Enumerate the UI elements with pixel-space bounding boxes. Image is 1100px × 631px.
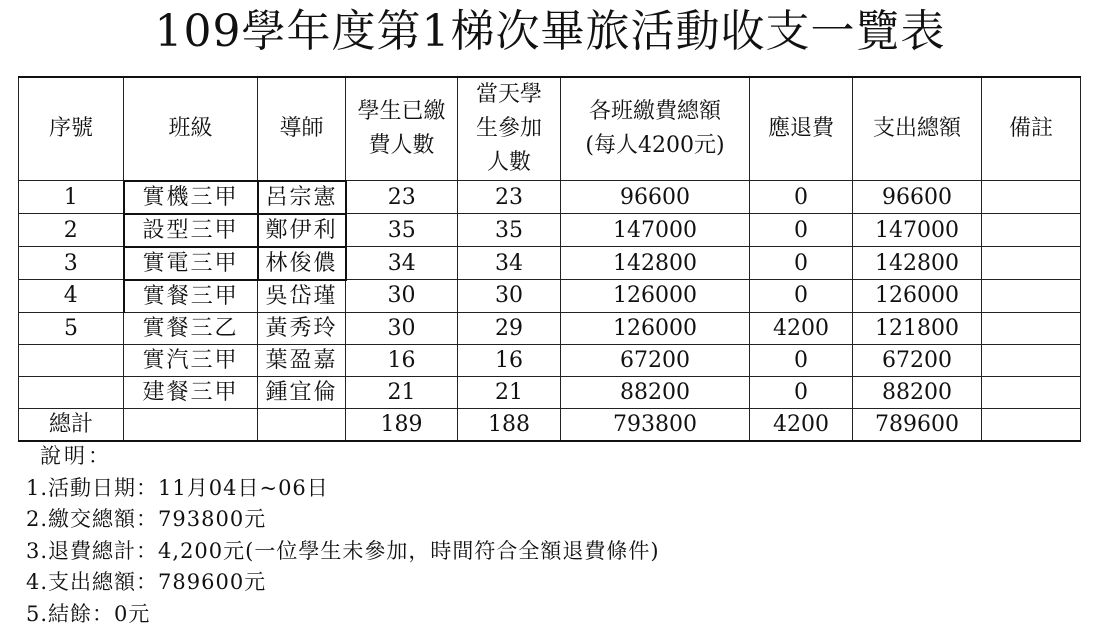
cell-expense: 147000 bbox=[853, 214, 982, 247]
cell-note bbox=[982, 214, 1081, 247]
cell-seq: 5 bbox=[19, 312, 124, 344]
cell-expense: 126000 bbox=[853, 280, 982, 313]
cell-total-paid: 126000 bbox=[561, 312, 750, 344]
expense-table bbox=[18, 76, 1081, 442]
cell-note bbox=[982, 181, 1081, 214]
header-seq: 序號 bbox=[19, 77, 124, 181]
cell-teacher: 林俊儂 bbox=[258, 247, 346, 280]
notes-line: 5.結餘：0元 bbox=[26, 601, 151, 626]
cell-total-paid: 96600 bbox=[561, 181, 750, 214]
total-attended: 188 bbox=[458, 408, 561, 441]
table-total-row bbox=[19, 408, 1081, 441]
cell-teacher: 黃秀玲 bbox=[258, 312, 346, 344]
cell-expense: 142800 bbox=[853, 247, 982, 280]
table-row bbox=[19, 344, 1081, 376]
cell-expense: 121800 bbox=[853, 312, 982, 344]
cell-paid: 34 bbox=[346, 247, 458, 280]
cell-class: 建餐三甲 bbox=[124, 376, 258, 408]
header-attended-line: 生參加 bbox=[475, 116, 542, 141]
cell-attended: 21 bbox=[458, 376, 561, 408]
cell-paid: 35 bbox=[346, 214, 458, 247]
cell-total-paid: 142800 bbox=[561, 247, 750, 280]
table-row bbox=[19, 247, 1081, 280]
cell-expense: 88200 bbox=[853, 376, 982, 408]
total-paid: 189 bbox=[346, 408, 458, 441]
table-row bbox=[19, 214, 1081, 247]
total-total-paid: 793800 bbox=[561, 408, 750, 441]
cell-attended: 23 bbox=[458, 181, 561, 214]
cell-refund: 0 bbox=[750, 181, 853, 214]
cell-note bbox=[982, 344, 1081, 376]
cell-seq: 2 bbox=[19, 214, 124, 247]
cell-seq: 3 bbox=[19, 247, 124, 280]
header-attended-count bbox=[458, 77, 561, 181]
cell-attended: 35 bbox=[458, 214, 561, 247]
cell-teacher: 葉盈嘉 bbox=[258, 344, 346, 376]
total-expense: 789600 bbox=[853, 408, 982, 441]
notes-line: 2.繳交總額：793800元 bbox=[26, 507, 267, 532]
cell-note bbox=[982, 376, 1081, 408]
cell-expense: 96600 bbox=[853, 181, 982, 214]
cell-refund: 0 bbox=[750, 280, 853, 313]
cell-attended: 29 bbox=[458, 312, 561, 344]
cell-note bbox=[982, 280, 1081, 313]
table-row bbox=[19, 280, 1081, 313]
cell-refund: 0 bbox=[750, 247, 853, 280]
cell-total-paid: 126000 bbox=[561, 280, 750, 313]
cell-refund: 0 bbox=[750, 214, 853, 247]
notes-line: 3.退費總計：4,200元(一位學生未參加，時間符合全額退費條件) bbox=[26, 538, 660, 563]
header-refund: 應退費 bbox=[750, 77, 853, 181]
header-total-paid-line: (每人4200元) bbox=[585, 133, 725, 158]
notes-line: 4.支出總額：789600元 bbox=[26, 570, 267, 595]
cell-class: 實餐三乙 bbox=[124, 312, 258, 344]
page-title: 109學年度第1梯次畢旅活動收支一覽表 bbox=[154, 6, 946, 57]
header-note: 備註 bbox=[982, 77, 1081, 181]
cell-paid: 16 bbox=[346, 344, 458, 376]
header-paid-count-line: 學生已繳 bbox=[357, 99, 446, 124]
header-class: 班級 bbox=[124, 77, 258, 181]
header-teacher: 導師 bbox=[258, 77, 346, 181]
header-total-paid-line: 各班繳費總額 bbox=[588, 99, 721, 124]
cell-teacher: 呂宗憲 bbox=[258, 181, 346, 214]
total-note bbox=[982, 408, 1081, 441]
cell-expense: 67200 bbox=[853, 344, 982, 376]
cell-class: 設型三甲 bbox=[124, 214, 258, 247]
cell-teacher: 鍾宜倫 bbox=[258, 376, 346, 408]
cell-teacher: 吳岱瑾 bbox=[258, 280, 346, 313]
cell-total-paid: 88200 bbox=[561, 376, 750, 408]
notes-heading: 說明： bbox=[40, 444, 112, 468]
cell-attended: 16 bbox=[458, 344, 561, 376]
cell-refund: 0 bbox=[750, 344, 853, 376]
cell-paid: 23 bbox=[346, 181, 458, 214]
cell-total-paid: 67200 bbox=[561, 344, 750, 376]
cell-total-paid: 147000 bbox=[561, 214, 750, 247]
cell-seq bbox=[19, 376, 124, 408]
cell-class: 實餐三甲 bbox=[124, 280, 258, 313]
cell-teacher: 鄭伊利 bbox=[258, 214, 346, 247]
header-attended-line: 當天學 bbox=[475, 82, 542, 107]
cell-class: 實機三甲 bbox=[124, 181, 258, 214]
header-total-paid bbox=[561, 77, 750, 181]
cell-paid: 21 bbox=[346, 376, 458, 408]
cell-attended: 34 bbox=[458, 247, 561, 280]
cell-seq: 1 bbox=[19, 181, 124, 214]
total-label: 總計 bbox=[19, 408, 124, 441]
cell-class: 實汽三甲 bbox=[124, 344, 258, 376]
cell-seq bbox=[19, 344, 124, 376]
cell-refund: 0 bbox=[750, 376, 853, 408]
cell-attended: 30 bbox=[458, 280, 561, 313]
notes-line: 1.活動日期：11月04日~06日 bbox=[26, 475, 329, 500]
header-attended-line: 人數 bbox=[486, 150, 531, 175]
total-class-empty bbox=[124, 408, 258, 441]
cell-note bbox=[982, 247, 1081, 280]
header-paid-count bbox=[346, 77, 458, 181]
header-expense: 支出總額 bbox=[853, 77, 982, 181]
total-teacher-empty bbox=[258, 408, 346, 441]
cell-class: 實電三甲 bbox=[124, 247, 258, 280]
table-row bbox=[19, 181, 1081, 214]
cell-paid: 30 bbox=[346, 280, 458, 313]
cell-refund: 4200 bbox=[750, 312, 853, 344]
cell-note bbox=[982, 312, 1081, 344]
table-header-row bbox=[19, 77, 1081, 181]
total-refund: 4200 bbox=[750, 408, 853, 441]
cell-seq: 4 bbox=[19, 280, 124, 313]
table-row bbox=[19, 312, 1081, 344]
notes-section bbox=[26, 441, 660, 631]
header-paid-count-line: 費人數 bbox=[368, 133, 435, 158]
table-row bbox=[19, 376, 1081, 408]
cell-paid: 30 bbox=[346, 312, 458, 344]
